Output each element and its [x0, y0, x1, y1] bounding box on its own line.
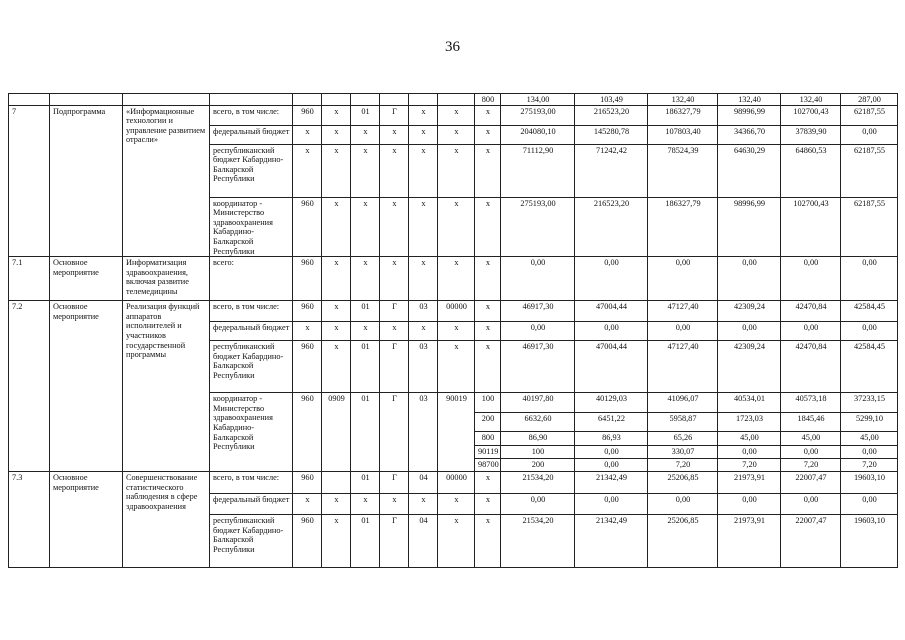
- cell-y2017: 132,40: [781, 94, 841, 106]
- cell-y2015: 0,00: [648, 494, 718, 515]
- cell-source: федеральный бюджет: [210, 494, 293, 515]
- cell-y2018: 0,00: [841, 322, 898, 341]
- cell-y2013: 0,00: [501, 257, 575, 301]
- cell-cs-a: 01: [351, 472, 380, 494]
- cell-y2013: 6632,60: [501, 413, 575, 432]
- cell-rzpr: x: [322, 515, 351, 568]
- cell-vr: 100: [501, 446, 575, 459]
- table-row: [9, 301, 898, 322]
- cell-grbs: 960: [293, 515, 322, 568]
- cell-y2015: 25206,85: [648, 472, 718, 494]
- cell-vr: x: [475, 257, 501, 301]
- cell-vr: x: [475, 515, 501, 568]
- cell-y2017: 7,20: [841, 459, 898, 472]
- cell-grbs: 960: [293, 341, 322, 393]
- cell-y2015: 41096,07: [648, 393, 718, 413]
- cell-vr: 200: [475, 413, 501, 432]
- cell-source: федеральный бюджет: [210, 322, 293, 341]
- cell-cs-a: x: [351, 144, 380, 197]
- cell-vr: x: [475, 494, 501, 515]
- cell-cs-c: 03: [409, 393, 438, 472]
- cell-cs-a: 01: [351, 105, 380, 125]
- table-row: [9, 472, 898, 494]
- cell-y2016: 0,00: [718, 257, 781, 301]
- cell-cs-d: x: [438, 257, 475, 301]
- cell-cs-c: x: [409, 257, 438, 301]
- cell-title: «Информационные технологии и управление развитием отрасли»: [123, 105, 210, 257]
- cell-cs-c: [409, 94, 438, 106]
- cell-y2013: 0,00: [501, 322, 575, 341]
- cell-y2017: 22007,47: [781, 472, 841, 494]
- cell-y2016: 1723,03: [718, 413, 781, 432]
- cell-y2014: 216523,20: [575, 105, 648, 125]
- cell-rzpr: [322, 94, 351, 106]
- cell-title: Реализация функций аппаратов исполнителей и участников государственной программы: [123, 301, 210, 472]
- cell-cs-d: 00000: [438, 301, 475, 322]
- cell-y2016: 64630,29: [718, 144, 781, 197]
- cell-rzpr: x: [322, 125, 351, 144]
- cell-y2016: 7,20: [781, 459, 841, 472]
- cell-y2015: 0,00: [648, 257, 718, 301]
- cell-num: 7.3: [9, 472, 50, 568]
- cell-y2017: 0,00: [781, 494, 841, 515]
- cell-source: республиканский бюджет Кабардино-Балкарской Республики: [210, 515, 293, 568]
- cell-cs-a: x: [351, 257, 380, 301]
- table-row: [9, 257, 898, 301]
- cell-vr: 200: [501, 459, 575, 472]
- cell-y2016: 0,00: [718, 494, 781, 515]
- cell-grbs: x: [293, 125, 322, 144]
- cell-y2017: 45,00: [781, 432, 841, 446]
- cell-cs-b: x: [380, 322, 409, 341]
- cell-vr: x: [475, 197, 501, 257]
- cell-y2013: 21534,20: [501, 515, 575, 568]
- cell-num: 7: [9, 105, 50, 257]
- budget-table: [8, 93, 898, 568]
- cell-cs-c: x: [409, 125, 438, 144]
- cell-y2013: 204080,10: [501, 125, 575, 144]
- cell-y2015: 186327,79: [648, 197, 718, 257]
- cell-cs-b: x: [380, 125, 409, 144]
- cell-cs-d: x: [438, 197, 475, 257]
- cell-y2018: 62187,55: [841, 105, 898, 125]
- cell-cs-b: Г: [380, 515, 409, 568]
- cell-cs-a: 01: [351, 515, 380, 568]
- cell-grbs: 960: [293, 257, 322, 301]
- cell-vr: x: [475, 341, 501, 393]
- cell-cs-b: Г: [380, 393, 409, 472]
- cell-grbs: 960: [293, 393, 322, 472]
- cell-cs-b: x: [380, 257, 409, 301]
- cell-y2014: 21342,49: [575, 515, 648, 568]
- cell-y2014: 47004,44: [575, 301, 648, 322]
- cell-vr: x: [475, 472, 501, 494]
- cell-cs-d: x: [438, 322, 475, 341]
- cell-y2018: 287,00: [841, 94, 898, 106]
- cell-cs-c: x: [409, 494, 438, 515]
- cell-y2014: 7,20: [648, 459, 718, 472]
- cell-cs-a: x: [351, 125, 380, 144]
- cell-y2014: 47004,44: [575, 341, 648, 393]
- cell-y2014: 40129,03: [575, 393, 648, 413]
- cell-y2016: 34366,70: [718, 125, 781, 144]
- cell-y2018: 5299,10: [841, 413, 898, 432]
- cell-rzpr: x: [322, 144, 351, 197]
- cell-source: всего, в том числе:: [210, 301, 293, 322]
- cell-y2017: 0,00: [841, 446, 898, 459]
- cell-type: Основное мероприятие: [50, 301, 123, 472]
- cell-vr: 100: [475, 393, 501, 413]
- cell-y2016: 0,00: [718, 322, 781, 341]
- cell-rzpr: x: [322, 257, 351, 301]
- cell-y2013: 0,00: [575, 446, 648, 459]
- cell-y2016: 0,00: [781, 446, 841, 459]
- cell-cs-c: x: [409, 197, 438, 257]
- cell-y2018: 62187,55: [841, 197, 898, 257]
- cell-cs-d: 00000: [438, 472, 475, 494]
- cell-y2013: 0,00: [501, 494, 575, 515]
- cell-y2018: 42584,45: [841, 341, 898, 393]
- cell-cs-b: x: [380, 494, 409, 515]
- cell-y2015: 65,26: [648, 432, 718, 446]
- cell-y2014: 0,00: [575, 322, 648, 341]
- cell-y2013: 40197,80: [501, 393, 575, 413]
- cell-y2016: 98996,99: [718, 197, 781, 257]
- cell-vr: 800: [475, 94, 501, 106]
- table-row: [9, 105, 898, 125]
- cell-source: всего, в том числе:: [210, 472, 293, 494]
- cell-cs-d: 90119: [475, 446, 501, 459]
- cell-y2017: 102700,43: [781, 197, 841, 257]
- cell-source: координатор - Министерство здравоохранения Кабардино-Балкарской Республики: [210, 393, 293, 472]
- cell-y2013: 71112,90: [501, 144, 575, 197]
- cell-grbs: x: [293, 322, 322, 341]
- cell-y2014: 145280,78: [575, 125, 648, 144]
- cell-source: республиканский бюджет Кабардино-Балкарской Республики: [210, 144, 293, 197]
- cell-cs-a: 01: [351, 341, 380, 393]
- cell-cs-b: x: [380, 144, 409, 197]
- cell-y2016: 42309,24: [718, 301, 781, 322]
- cell-title: [123, 94, 210, 106]
- cell-cs-d: x: [438, 494, 475, 515]
- cell-y2016: 132,40: [718, 94, 781, 106]
- cell-cs-d: 90019: [438, 393, 475, 472]
- cell-rzpr: x: [322, 197, 351, 257]
- cell-y2014: 0,00: [575, 257, 648, 301]
- cell-vr: x: [475, 301, 501, 322]
- cell-cs-a: 01: [351, 393, 380, 472]
- cell-y2015: 25206,85: [648, 515, 718, 568]
- cell-cs-c: 04: [409, 515, 438, 568]
- cell-cs-a: 01: [351, 301, 380, 322]
- cell-y2017: 37839,90: [781, 125, 841, 144]
- cell-y2017: 64860,53: [781, 144, 841, 197]
- cell-num: [9, 94, 50, 106]
- cell-y2013: 275193,00: [501, 105, 575, 125]
- cell-y2013: 21534,20: [501, 472, 575, 494]
- cell-cs-c: 03: [409, 341, 438, 393]
- cell-y2013: 134,00: [501, 94, 575, 106]
- cell-vr: x: [475, 105, 501, 125]
- cell-grbs: [293, 94, 322, 106]
- cell-cs-c: 03: [409, 301, 438, 322]
- cell-cs-b: Г: [380, 472, 409, 494]
- cell-y2014: 0,00: [575, 494, 648, 515]
- cell-cs-a: x: [351, 197, 380, 257]
- cell-grbs: x: [293, 494, 322, 515]
- cell-type: Основное мероприятие: [50, 472, 123, 568]
- cell-y2013: 46917,30: [501, 301, 575, 322]
- cell-cs-d: [438, 94, 475, 106]
- cell-vr: x: [475, 322, 501, 341]
- cell-y2017: 0,00: [781, 257, 841, 301]
- cell-y2013: 0,00: [575, 459, 648, 472]
- cell-cs-c: x: [409, 322, 438, 341]
- cell-cs-b: Г: [380, 105, 409, 125]
- cell-y2014: 6451,22: [575, 413, 648, 432]
- cell-y2018: 0,00: [841, 494, 898, 515]
- cell-y2015: 5958,87: [648, 413, 718, 432]
- cell-cs-d: x: [438, 144, 475, 197]
- cell-y2016: 21973,91: [718, 472, 781, 494]
- cell-cs-b: x: [380, 197, 409, 257]
- cell-cs-d: x: [438, 125, 475, 144]
- cell-y2014: 86,93: [575, 432, 648, 446]
- cell-rzpr: 0909: [322, 393, 351, 472]
- cell-cs-d: 98700: [475, 459, 501, 472]
- cell-y2018: 19603,10: [841, 515, 898, 568]
- cell-cs-b: [380, 94, 409, 106]
- cell-grbs: 960: [293, 301, 322, 322]
- cell-source: [210, 94, 293, 106]
- table-row: [9, 94, 898, 106]
- cell-y2017: 1845,46: [781, 413, 841, 432]
- cell-rzpr: [322, 472, 351, 494]
- cell-source: федеральный бюджет: [210, 125, 293, 144]
- cell-title: Информатизация здравоохранения, включая развитие телемедицины: [123, 257, 210, 301]
- cell-y2016: 40534,01: [718, 393, 781, 413]
- cell-source: всего, в том числе:: [210, 105, 293, 125]
- cell-source: всего:: [210, 257, 293, 301]
- page-number: 36: [445, 39, 460, 55]
- cell-cs-b: Г: [380, 301, 409, 322]
- cell-source: республиканский бюджет Кабардино-Балкарской Республики: [210, 341, 293, 393]
- cell-y2015: 132,40: [648, 94, 718, 106]
- cell-y2016: 21973,91: [718, 515, 781, 568]
- cell-cs-a: x: [351, 322, 380, 341]
- cell-y2017: 102700,43: [781, 105, 841, 125]
- cell-cs-c: x: [409, 144, 438, 197]
- cell-type: [50, 94, 123, 106]
- cell-y2014: 21342,49: [575, 472, 648, 494]
- cell-y2016: 42309,24: [718, 341, 781, 393]
- cell-y2015: 0,00: [648, 322, 718, 341]
- cell-cs-a: x: [351, 494, 380, 515]
- cell-num: 7.2: [9, 301, 50, 472]
- cell-y2015: 47127,40: [648, 341, 718, 393]
- cell-rzpr: x: [322, 494, 351, 515]
- cell-y2016: 98996,99: [718, 105, 781, 125]
- cell-y2017: 42470,84: [781, 341, 841, 393]
- cell-y2018: 0,00: [841, 257, 898, 301]
- cell-grbs: x: [293, 144, 322, 197]
- cell-y2013: 46917,30: [501, 341, 575, 393]
- cell-y2017: 0,00: [781, 322, 841, 341]
- cell-num: 7.1: [9, 257, 50, 301]
- cell-y2014: 71242,42: [575, 144, 648, 197]
- cell-y2015: 107803,40: [648, 125, 718, 144]
- cell-title: Совершенствование статистического наблюдения в сфере здравоохранения: [123, 472, 210, 568]
- cell-grbs: 960: [293, 197, 322, 257]
- cell-cs-c: x: [409, 105, 438, 125]
- cell-cs-b: Г: [380, 341, 409, 393]
- cell-cs-d: x: [438, 341, 475, 393]
- cell-type: Подпрограмма: [50, 105, 123, 257]
- cell-source: координатор - Министерство здравоохранения Кабардино-Балкарской Республики: [210, 197, 293, 257]
- cell-y2018: 42584,45: [841, 301, 898, 322]
- cell-y2017: 42470,84: [781, 301, 841, 322]
- cell-vr: 800: [475, 432, 501, 446]
- cell-cs-d: x: [438, 105, 475, 125]
- cell-y2018: 19603,10: [841, 472, 898, 494]
- cell-grbs: 960: [293, 105, 322, 125]
- cell-y2016: 45,00: [718, 432, 781, 446]
- cell-cs-d: x: [438, 515, 475, 568]
- cell-y2015: 186327,79: [648, 105, 718, 125]
- cell-y2015: 0,00: [718, 446, 781, 459]
- cell-rzpr: x: [322, 105, 351, 125]
- cell-rzpr: x: [322, 322, 351, 341]
- cell-y2015: 7,20: [718, 459, 781, 472]
- cell-y2014: 216523,20: [575, 197, 648, 257]
- cell-y2017: 40573,18: [781, 393, 841, 413]
- cell-y2017: 22007,47: [781, 515, 841, 568]
- cell-y2015: 47127,40: [648, 301, 718, 322]
- cell-type: Основное мероприятие: [50, 257, 123, 301]
- cell-y2015: 78524,39: [648, 144, 718, 197]
- cell-cs-c: 04: [409, 472, 438, 494]
- cell-vr: x: [475, 125, 501, 144]
- cell-y2014: 330,07: [648, 446, 718, 459]
- cell-y2018: 37233,15: [841, 393, 898, 413]
- cell-cs-a: [351, 94, 380, 106]
- cell-rzpr: x: [322, 341, 351, 393]
- cell-vr: x: [475, 144, 501, 197]
- cell-y2018: 45,00: [841, 432, 898, 446]
- cell-y2014: 103,49: [575, 94, 648, 106]
- cell-y2013: 275193,00: [501, 197, 575, 257]
- cell-rzpr: x: [322, 301, 351, 322]
- cell-y2013: 86,90: [501, 432, 575, 446]
- cell-grbs: 960: [293, 472, 322, 494]
- cell-y2018: 62187,55: [841, 144, 898, 197]
- cell-y2018: 0,00: [841, 125, 898, 144]
